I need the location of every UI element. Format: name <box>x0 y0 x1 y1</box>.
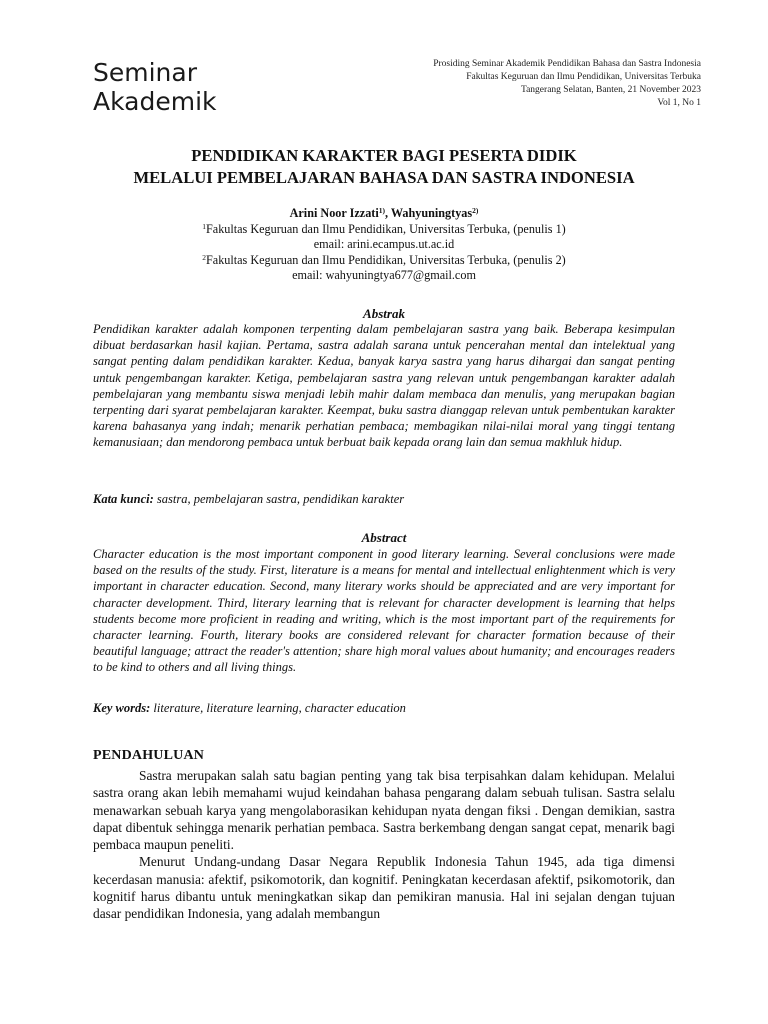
introduction-paragraph-2: Menurut Undang-undang Dasar Negara Republik Indonesia Tahun 1945, ada tiga dimensi kecerdasan manusia: afektif, psikomotorik, dan kognitif. Peningkatan kecerdasan afektif, psikomotorik, dan kognitif harus dibantu untuk meningkatkan sikap dan pemikiran manusia. Hal ini sejalan dengan tujuan dasar pendidikan Indonesia, yang adalah membangun <box>93 854 675 922</box>
proceedings-location-date: Tangerang Selatan, Banten, 21 November 2023 <box>520 85 701 95</box>
logo-line-1: Seminar <box>93 58 197 87</box>
author-separator: , <box>384 206 391 220</box>
abstract-keywords <box>93 700 675 716</box>
proceedings-title: Prosiding Seminar Akademik Pendidikan Bahasa dan Sastra Indonesia <box>433 59 701 69</box>
abstract-keywords-label: Key words: <box>93 701 151 715</box>
affiliation-2 <box>93 253 675 269</box>
abstract-keywords-text: literature, literature learning, character education <box>150 701 406 715</box>
paper-title-line-1: PENDIDIKAN KARAKTER BAGI PESERTA DIDIK <box>191 146 577 165</box>
affiliation-1-mark: 1 <box>202 221 206 231</box>
author-2-email: email: wahyuningtya677@gmail.com <box>292 268 476 282</box>
abstrak-keywords <box>93 491 675 507</box>
abstrak-heading: Abstrak <box>363 306 405 321</box>
paper-title <box>93 145 675 189</box>
author-1-email: email: arini.ecampus.ut.ac.id <box>313 237 455 251</box>
author-2-name: Wahyuningtyas <box>390 206 473 220</box>
abstract-heading: Abstract <box>361 530 407 545</box>
abstract-body: Character education is the most important component in good literary learning. Several conclusions were made based on the results of the study. First, literature is a means for mental and intellectual enlightenment which is very important in character education. Second, many literary works should be appreciated and are very important for character development. Third, literary learning that is relevant for character development is learning that helps students become more proficient in reading and writing, which is the most important part of the requirements for character learning. Fourth, literary books are considered relevant for character formation because of their beautiful language; attract the reader's attention; share high moral values about humanity; and encourages readers to be kind to others and all living things. <box>93 547 675 675</box>
proceedings-volume: Vol 1, No 1 <box>657 98 701 108</box>
introduction-paragraph-1: Sastra merupakan salah satu bagian penting yang tak bisa terpisahkan dalam kehidupan. Melalui sastra orang akan lebih memahami wujud keindahan bahasa pengarang dalam sebuah tulisan. Sastra selalu menawarkan sebuah karya yang mengolaborasikan kehidupan nyata dengan fiksi . Dengan demikian, sastra dapat dibentuk sehingga menarik perhatian pembaca. Sastra berkembang dengan sangat cepat, menarik bagi pembaca maupun peneliti. <box>93 768 675 853</box>
affiliation-2-text: Fakultas Keguruan dan Ilmu Pendidikan, Universitas Terbuka, (penulis 2) <box>206 252 566 267</box>
paper-title-line-2: MELALUI PEMBELAJARAN BAHASA DAN SASTRA INDONESIA <box>133 168 635 187</box>
logo-line-2: Akademik <box>93 87 217 116</box>
affiliation-1 <box>93 222 675 238</box>
author-block <box>93 206 675 284</box>
abstrak-keywords-text: sastra, pembelajaran sastra, pendidikan karakter <box>153 492 405 506</box>
affiliation-1-text: Fakultas Keguruan dan Ilmu Pendidikan, Universitas Terbuka, (penulis 1) <box>206 221 566 236</box>
proceedings-faculty: Fakultas Keguruan dan Ilmu Pendidikan, Universitas Terbuka <box>466 72 701 82</box>
journal-logo <box>93 58 217 116</box>
introduction-body <box>93 767 675 923</box>
introduction-heading: PENDAHULUAN <box>93 748 205 763</box>
author-2-mark: 2) <box>472 206 479 215</box>
author-names <box>93 206 675 222</box>
abstrak-keywords-label: Kata kunci: <box>93 492 154 506</box>
proceedings-header <box>433 58 701 110</box>
abstrak-body: Pendidikan karakter adalah komponen terpenting dalam pembelajaran sastra yang baik. Beberapa kesimpulan dibuat berdasarkan hasil kajian. Pertama, sastra adalah sarana untuk pencerahan mental dan intelektual yang sangat penting dalam pendidikan karakter. Kedua, banyak karya sastra yang harus dihargai dan sangat penting untuk pengembangan karakter. Ketiga, pembelajaran sastra yang relevan untuk pengembangan karakter adalah pembelajaran yang membantu siswa menjadi lebih mahir dalam membaca dan menulis, yang merupakan bagian terpenting dari syarat pembelajaran karakter. Keempat, buku sastra dianggap relevan untuk pembentukan karakter karena bahasanya yang indah; menarik perhatian pembaca; membagikan nilai-nilai moral yang tinggi tentang kemanusiaan; dan mendorong pembaca untuk berbuat baik kepada orang lain dan semua makhluk hidup. <box>93 322 675 450</box>
author-1-name: Arini Noor Izzati <box>289 206 379 220</box>
author-1-mark: 1) <box>378 206 385 215</box>
affiliation-2-mark: 2 <box>202 252 206 262</box>
